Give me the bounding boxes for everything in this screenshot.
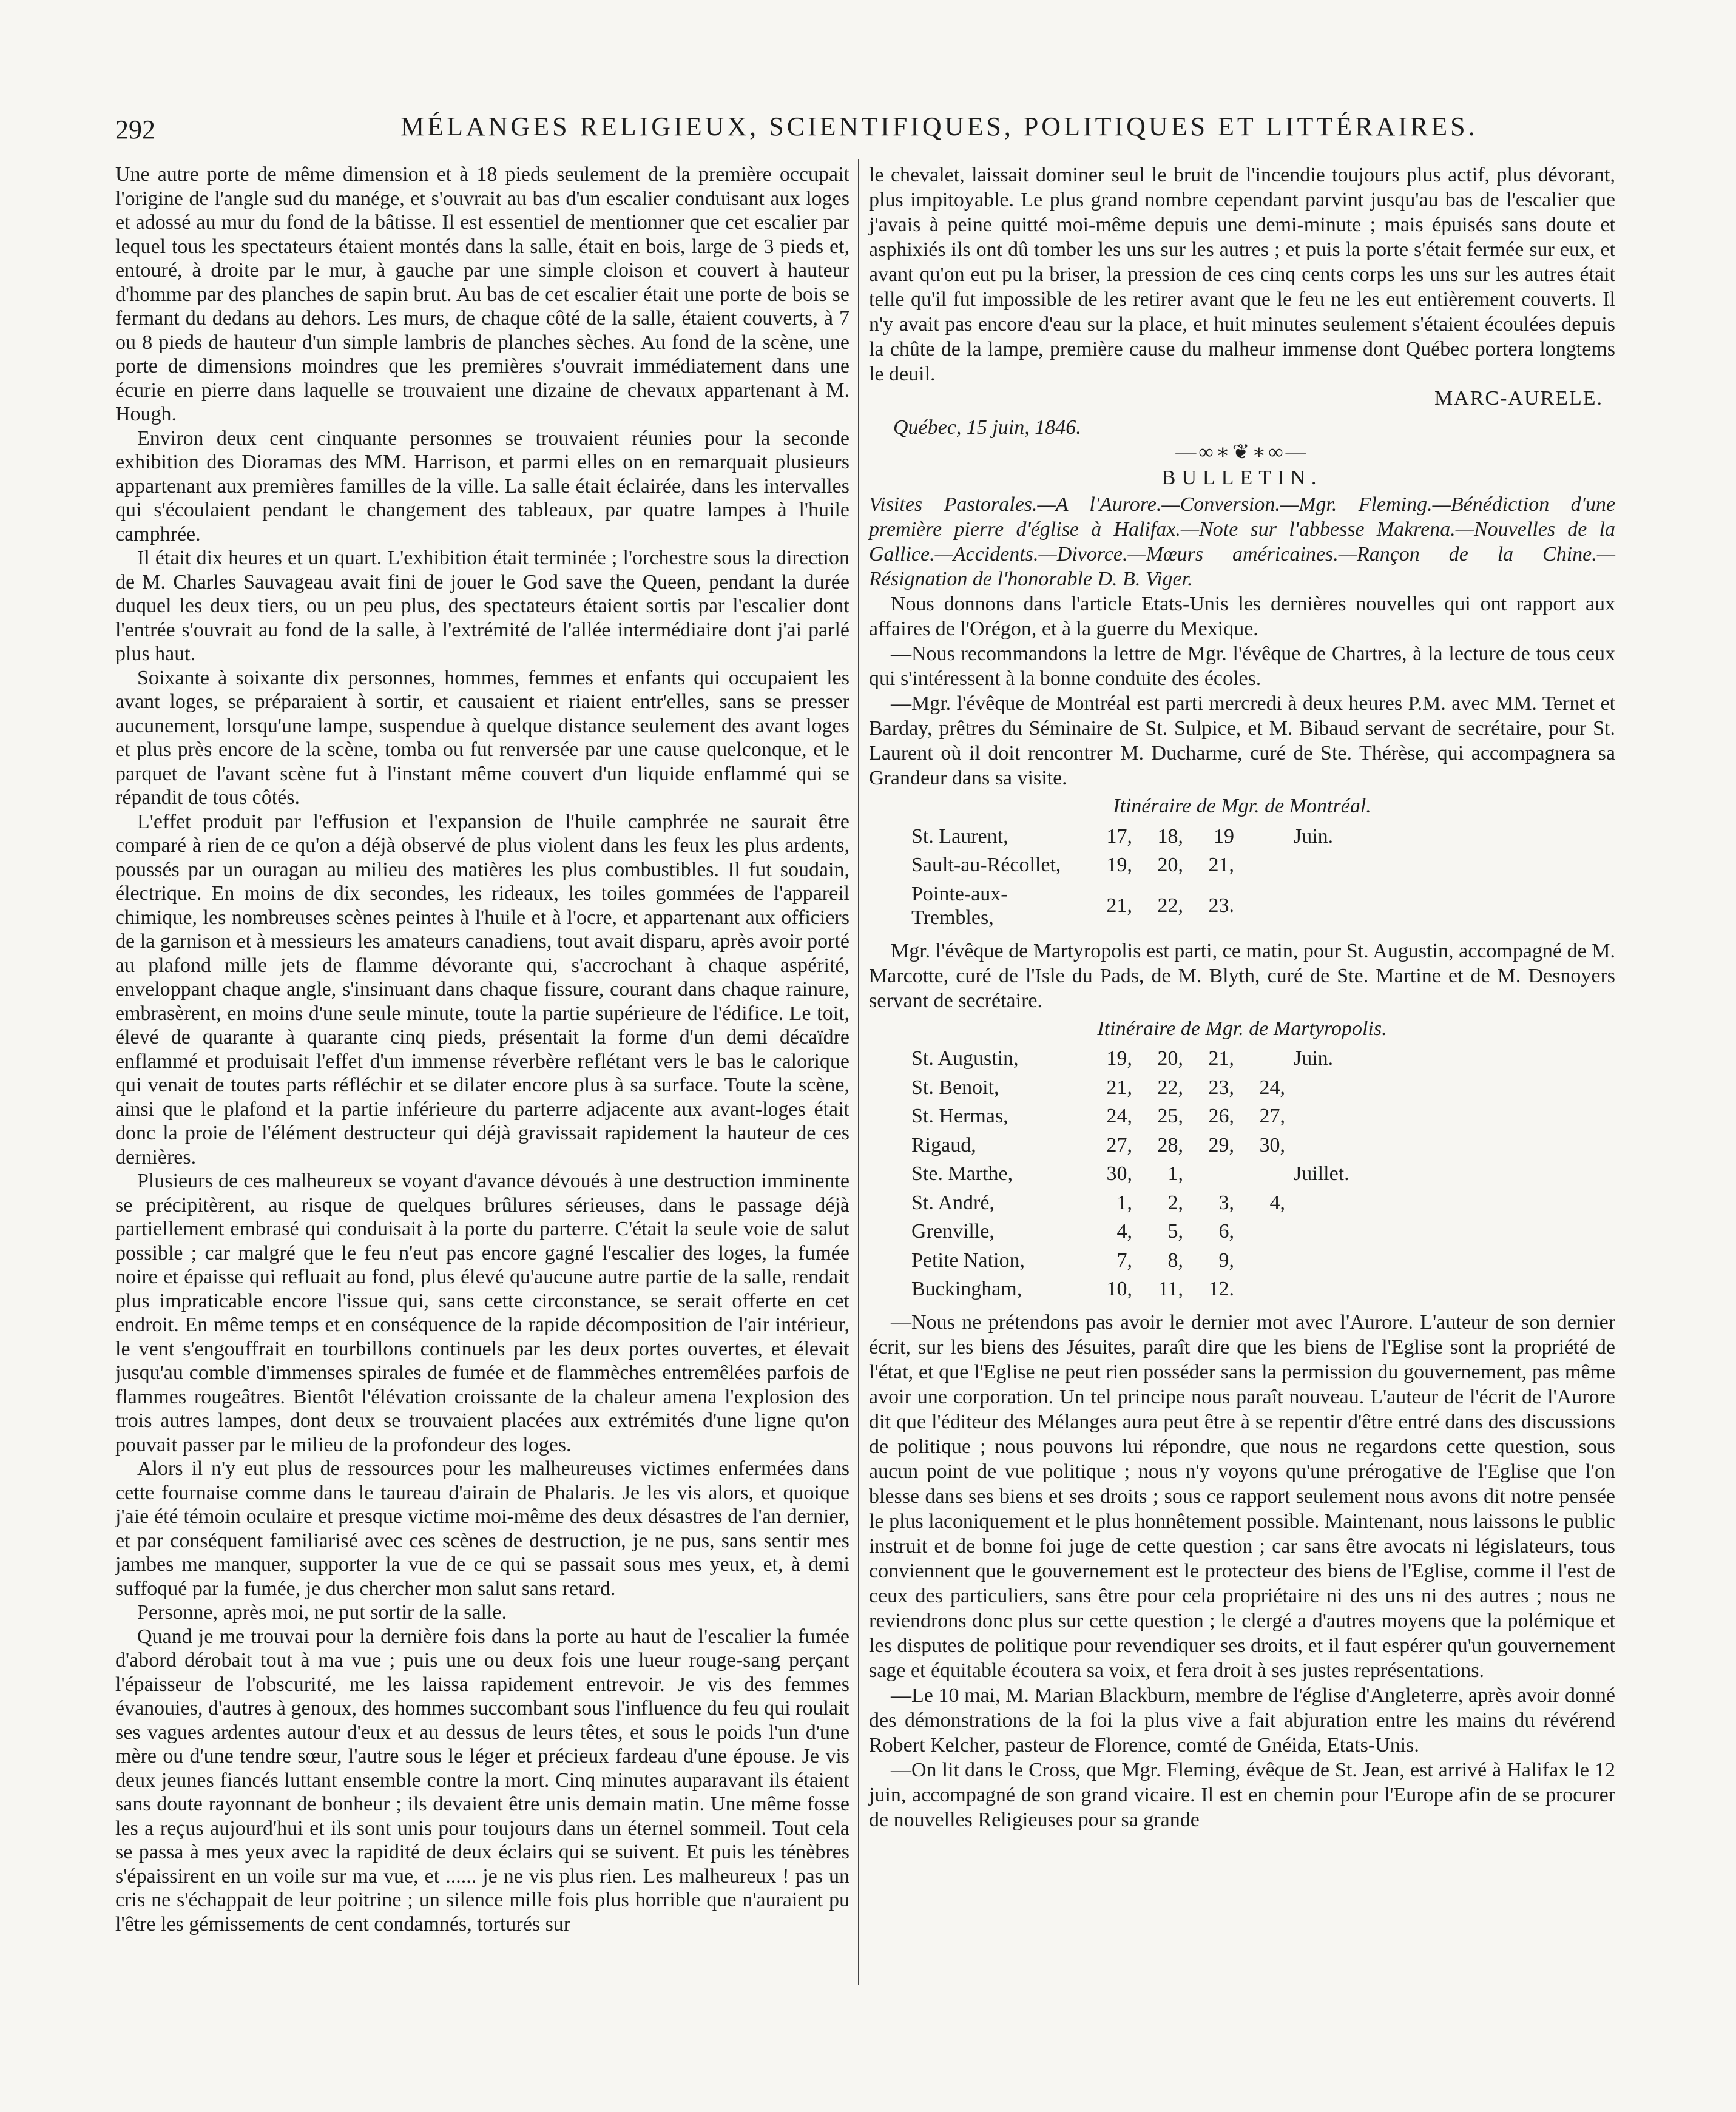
itinerary-row bbox=[911, 822, 1342, 851]
itinerary-day: 2, bbox=[1167, 1191, 1183, 1214]
itinerary-day: 6, bbox=[1218, 1220, 1234, 1243]
paragraph: Mgr. l'évêque de Martyropolis est parti, ce matin, pour St. Augustin, accompagné de M. Marcotte, curé de l'Isle du Pads, de M. Blyth, curé de Ste. Martine et de M. Desnoyers servant de secrétaire. bbox=[869, 939, 1615, 1012]
itinerary-place: St. André, bbox=[911, 1191, 995, 1214]
itinerary-month bbox=[1294, 1073, 1358, 1102]
itinerary-row bbox=[911, 1044, 1358, 1073]
itinerary-day: 29, bbox=[1208, 1133, 1234, 1156]
itinerary-day: 22, bbox=[1157, 894, 1183, 917]
itinerary-day: 27, bbox=[1106, 1133, 1132, 1156]
paragraph: —Nous recommandons la lettre de Mgr. l'évêque de Chartres, à la lecture de tous ceux qui s'intéressent à la bonne conduite des écoles. bbox=[869, 643, 1615, 690]
itinerary-day bbox=[1243, 1246, 1294, 1275]
itinerary-day: 25, bbox=[1157, 1105, 1183, 1127]
itinerary-day: 19, bbox=[1106, 1047, 1132, 1070]
itinerary-day: 30, bbox=[1259, 1133, 1285, 1156]
itinerary-day bbox=[1192, 1159, 1243, 1189]
itinerary-day: 4, bbox=[1269, 1191, 1285, 1214]
itinerary-row bbox=[911, 1102, 1358, 1131]
itinerary-day: 23. bbox=[1208, 894, 1234, 917]
itinerary-day: 20, bbox=[1157, 1047, 1183, 1070]
itinerary-place: St. Augustin, bbox=[911, 1047, 1019, 1070]
itinerary-month bbox=[1294, 1102, 1358, 1131]
paragraph: Alors il n'y eut plus de ressources pour les malheureuses victimes enfermées dans cette fournaise comme dans le taureau d'airain de Phalaris. Je les vis alors, et quoique j'aie été témoin oculaire et presque victime moi-même des deux désastres de l'an dernier, et par conséquent familiarisé avec ces scènes de destruction, je ne pus, sans sentir mes jambes me manquer, supporter la vue de ce qui se passait sous mes yeux, et, à demi suffoqué par la fumée, je dus chercher mon salut sans retard. bbox=[115, 1457, 849, 1600]
itinerary-day: 7, bbox=[1116, 1249, 1132, 1272]
itinerary-day: 1, bbox=[1116, 1191, 1132, 1214]
itinerary-place: St. Laurent, bbox=[911, 825, 1008, 848]
paragraph: Environ deux cent cinquante personnes se trouvaient réunies pour la seconde exhibition des Dioramas des MM. Harrison, et parmi elles on en remarquait plusieurs appartenant aux premières familles de la ville. La salle était éclairée, dans les intervalles qui s'écoulaient pendant le changement des tableaux, par quatre lampes à l'huile camphrée. bbox=[115, 427, 849, 545]
dateline: Québec, 15 juin, 1846. bbox=[893, 416, 1081, 439]
itinerary-day: 21, bbox=[1208, 854, 1234, 876]
itinerary-day bbox=[1243, 851, 1294, 880]
itinerary-row bbox=[911, 1275, 1358, 1304]
itinerary-place: Petite Nation, bbox=[911, 1249, 1025, 1272]
itinerary-month: Juillet. bbox=[1294, 1162, 1349, 1185]
itinerary-month bbox=[1294, 851, 1342, 880]
right-column bbox=[869, 163, 1615, 1832]
itinerary-day: 20, bbox=[1157, 854, 1183, 876]
left-column bbox=[115, 163, 849, 1936]
itinerary-month bbox=[1294, 1275, 1358, 1304]
itinerary-month: Juin. bbox=[1294, 825, 1334, 848]
itinerary-day: 1, bbox=[1167, 1162, 1183, 1185]
paragraph: Nous donnons dans l'article Etats-Unis les dernières nouvelles qui ont rapport aux affaires de l'Orégon, et à la guerre du Mexique. bbox=[869, 593, 1615, 640]
itinerary-day: 11, bbox=[1158, 1278, 1183, 1300]
itinerary-table bbox=[911, 1044, 1358, 1304]
itinerary-row bbox=[911, 1159, 1358, 1189]
itinerary-day: 19 bbox=[1214, 825, 1234, 848]
running-title: MÉLANGES RELIGIEUX, SCIENTIFIQUES, POLITIQUES ET LITTÉRAIRES. bbox=[400, 112, 1478, 141]
itinerary-row bbox=[911, 1217, 1358, 1246]
itinerary-day: 12. bbox=[1208, 1278, 1234, 1300]
itinerary-day bbox=[1243, 822, 1294, 851]
itinerary-place: Pointe-aux-Trembles, bbox=[911, 882, 1008, 929]
itinerary-place: Sault-au-Récollet, bbox=[911, 854, 1061, 876]
itinerary-month bbox=[1294, 1246, 1358, 1275]
itinerary-table bbox=[911, 822, 1342, 933]
itinerary-day: 19, bbox=[1106, 854, 1132, 876]
itinerary-month bbox=[1294, 1217, 1358, 1246]
paragraph: —Le 10 mai, M. Marian Blackburn, membre de l'église d'Angleterre, après avoir donné des démonstrations de la foi la plus vive a fait abjuration entre les mains du révérend Robert Kelcher, pasteur de Florence, comté de Gnéida, Etats-Unis. bbox=[869, 1684, 1615, 1756]
itinerary-row bbox=[911, 880, 1342, 933]
paragraph: —Mgr. l'évêque de Montréal est parti mercredi à deux heures P.M. avec MM. Ternet et Barday, prêtres du Séminaire de St. Sulpice, et M. Bibaud servant de secrétaire, pour St. Laurent où il doit rencontrer M. Ducharme, curé de Ste. Thérèse, qui accompagnera sa Grandeur dans sa visite. bbox=[869, 692, 1615, 789]
itinerary-day: 22, bbox=[1157, 1076, 1183, 1099]
itinerary-day: 21, bbox=[1106, 1076, 1132, 1099]
itinerary-day: 24, bbox=[1106, 1105, 1132, 1127]
itinerary-place: St. Hermas, bbox=[911, 1105, 1008, 1127]
paragraph: L'effet produit par l'effusion et l'expansion de l'huile camphrée ne saurait être comparé à rien de ce qu'on a déjà observé de plus violent dans les feux les plus ardents, poussés par un ouragan au milieu des matières les plus combustibles. Il fut soudain, électrique. En moins de dix secondes, les rideaux, les toiles gommées de l'appareil chimique, les nombreuses scènes peintes à l'huile et à l'ocre, et appartenant aux officiers de la garnison et à messieurs les amateurs canadiens, tout avait disparu, après avoir porté au plafond mille jets de flamme dévorante qui, s'accrochant à chaque aspérité, enveloppant chaque angle, s'insinuant dans chaque fissure, courant dans chaque rainure, embrasèrent, en moins d'une seule minute, toute la partie supérieure de l'édifice. Le toit, élevé de quarante à quarante cinq pieds, présentait la forme d'un demi décaïdre enflammé et produisait l'effet d'un immense réverbère reflétant vers le bas le calorique qui venait de toutes parts réfléchir et se dilater encore plus à sa surface. Toute la scène, ainsi que le plafond et la partie inférieure du parterre adjacente aux avant-loges était donc la proie de l'élément destructeur qui déjà gravissait rapidement la hauteur de ces dernières. bbox=[115, 810, 849, 1169]
itinerary-day: 17, bbox=[1106, 825, 1132, 848]
paragraph: —On lit dans le Cross, que Mgr. Fleming, évêque de St. Jean, est arrivé à Halifax le 12 juin, accompagné de son grand vicaire. Il est en chemin pour l'Europe afin de se procurer de nouvelles Religieuses pour sa grande bbox=[869, 1758, 1615, 1831]
itinerary-place: Ste. Marthe, bbox=[911, 1162, 1013, 1185]
itinerary-row bbox=[911, 1246, 1358, 1275]
itinerary-day: 28, bbox=[1157, 1133, 1183, 1156]
itinerary-day: 18, bbox=[1157, 825, 1183, 848]
itinerary-day bbox=[1243, 1044, 1294, 1073]
itinerary-row bbox=[911, 851, 1342, 880]
itinerary-day: 5, bbox=[1167, 1220, 1183, 1243]
paragraph: Il était dix heures et un quart. L'exhibition était terminée ; l'orchestre sous la direction de M. Charles Sauvageau avait fini de jouer le God save the Queen, pendant la durée duquel les deux tiers, ou un peu plus, des spectateurs étaient sortis par l'escalier dont l'entrée s'ouvrait au fond de la salle, à l'extrémité de l'allée intermédiaire dont j'ai parlé plus haut. bbox=[115, 547, 849, 665]
itinerary-day bbox=[1243, 880, 1294, 933]
itinerary-place: Rigaud, bbox=[911, 1133, 976, 1156]
bulletin-summary: Visites Pastorales.—A l'Aurore.—Conversion.—Mgr. Fleming.—Bénédiction d'une première pierre d'église à Halifax.—Note sur l'abbesse Makrena.—Nouvelles de la Gallice.—Accidents.—Divorce.—Mœurs américaines.—Rançon de la Chine.—Résignation de l'honorable D. B. Viger. bbox=[869, 493, 1615, 590]
itinerary-month bbox=[1294, 1189, 1358, 1218]
itinerary-month bbox=[1294, 880, 1342, 933]
itinerary-day: 21, bbox=[1106, 894, 1132, 917]
itinerary-day bbox=[1243, 1275, 1294, 1304]
ornament-divider: —∞∗❦∗∞— bbox=[1175, 441, 1309, 464]
paragraph: Plusieurs de ces malheureux se voyant d'avance dévoués à une destruction imminente se précipitèrent, au risque de quelques brûlures sérieuses, dans le passage déjà partiellement embrasé qui conduisait à la porte du parterre. C'était la seule voie de salut possible ; car malgré que le feu n'eut pas encore gagné l'escalier des loges, la fumée noire et épaisse qui refluait au fond, plus élevé qu'aucune autre partie de la salle, rendait plus impraticable encore l'issue qui, sans cette circonstance, se serait offerte en cet endroit. En même temps et en conséquence de la rapide décomposition de l'air intérieur, le vent s'engouffrait en tourbillons continuels par les deux portes ouvertes, et élevait jusqu'au comble d'immenses spirales de fumée et de flammèches entremêlées parfois de flammes rougeâtres. Bientôt l'élévation croissante de la chaleur amena l'explosion des trois autres lampes, dont deux se trouvaient placées aux extrémités d'une ligne qu'on pouvait passer par le milieu de la profondeur des loges. bbox=[115, 1170, 849, 1456]
paragraph: Personne, après moi, ne put sortir de la salle. bbox=[137, 1601, 507, 1624]
itinerary-day: 23, bbox=[1208, 1076, 1234, 1099]
paragraph: le chevalet, laissait dominer seul le bruit de l'incendie toujours plus actif, plus dévorant, plus impitoyable. Le plus grand nombre cependant parvint jusqu'au bas de l'escalier que j'avais à peine quitté moi-même depuis une demi-minute ; mais épuisés sans doute et asphixiés ils ont dû tomber les uns sur les autres ; et puis la porte s'était fermée sur eux, et avant qu'on eut pu la briser, la pression de ces cinq cents corps les uns sur les autres était telle qu'il fut impossible de les retirer avant que le feu ne les eut entièrement couverts. Il n'y avait pas encore d'eau sur la place, et huit minutes seulement s'étaient écoulées depuis la chûte de la lampe, première cause du malheur immense dont Québec portera longtems le deuil. bbox=[869, 164, 1615, 385]
itinerary-day: 4, bbox=[1116, 1220, 1132, 1243]
itinerary-title: Itinéraire de Mgr. de Martyropolis. bbox=[1097, 1017, 1387, 1040]
itinerary-day: 21, bbox=[1208, 1047, 1234, 1070]
itinerary-day bbox=[1243, 1217, 1294, 1246]
itinerary-row bbox=[911, 1073, 1358, 1102]
itinerary-row bbox=[911, 1189, 1358, 1218]
itinerary-month bbox=[1294, 1131, 1358, 1160]
itinerary-place: Buckingham, bbox=[911, 1278, 1022, 1300]
itinerary-title: Itinéraire de Mgr. de Montréal. bbox=[1113, 795, 1371, 817]
paragraph: Quand je me trouvai pour la dernière fois dans la porte au haut de l'escalier la fumée d'abord dérobait tout à ma vue ; puis une ou deux fois une lueur rouge-sang perçant l'épaisseur de l'obscurité, me les laissa rapidement entrevoir. Je vis des femmes évanouies, d'autres à genoux, des hommes succombant sous l'influence du feu qui roulait ses vagues ardentes autour d'eux et au dessus de leurs têtes, et sous le poids l'un d'une mère ou d'une tendre sœur, l'autre sous le léger et précieux fardeau d'une épouse. Je vis deux jeunes fiancés luttant ensemble contre la mort. Cinq minutes auparavant ils étaient sans doute rayonnant de bonheur ; ils devaient être unis demain matin. Une même fosse les a reçus aujourd'hui et ils sont unis pour toujours dans un éternel sommeil. Tout cela se passa à mes yeux avec la rapidité de deux éclairs qui se suivent. Et puis les ténèbres s'épaissirent en un voile sur ma vue, et ...... je ne vis plus rien. Les malheureux ! pas un cris ne s'échappait de leur poitrine ; un silence mille fois plus horrible que n'auraient pu l'être les gémissements de cent condamnés, torturés sur bbox=[115, 1625, 849, 1935]
column-divider bbox=[858, 159, 859, 1985]
itinerary-row bbox=[911, 1131, 1358, 1160]
paragraph: —Nous ne prétendons pas avoir le dernier mot avec l'Aurore. L'auteur de son dernier écrit, sur les biens des Jésuites, paraît dire que les biens de l'Eglise sont la propriété de l'état, et que l'Eglise ne peut rien posséder sans la permission du gouvernement, pas même avoir une corporation. Un tel principe nous paraît nouveau. L'auteur de l'écrit de l'Aurore dit que l'éditeur des Mélanges aura peut être à se repentir d'être entré dans des discussions de politique ; nous pouvons lui répondre, que nous ne regardons cette question, sous aucun point de vue politique ; nous n'y voyons qu'une prérogative de l'Eglise que l'on blesse dans ses biens et ses droits ; sous ce rapport seulement nous avons dit notre pensée le plus laconiquement et le plus honnêtement possible. Maintenant, nous laissons le public instruit et de bonne foi juge de cette question ; car sans être avocats ni législateurs, tous conviennent que le gouvernement est le protecteur des biens de l'Eglise, comme il l'est de ceux des particuliers, sans être pour cela propriétaire ni des uns ni des autres ; nous ne reviendrons donc plus sur cette question ; le clergé a d'autres moyens que la polémique et les disputes de politique pour revendiquer ses droits, et il faut espérer qu'un gouvernement sage et équitable écoutera sa voix, et fera droit à ses justes représentations. bbox=[869, 1311, 1615, 1682]
paragraph: Une autre porte de même dimension et à 18 pieds seulement de la première occupait l'origine de l'angle sud du manége, et s'ouvrait au bas d'un escalier conduisant aux loges et adossé au mur du fond de la bâtisse. Il est essentiel de mentionner que cet escalier par lequel tous les spectateurs étaient montés dans la salle, était en bois, large de 3 pieds et, entouré, à droite par le mur, à gauche par une simple cloison et couvert à hauteur d'homme par des planches de sapin brut. Au bas de cet escalier était une porte de bois se fermant du dedans au dehors. Les murs, de chaque côté de la salle, étaient couverts, à 7 ou 8 pieds de hauteur d'un simple lambris de planches sèches. Au fond de la scène, une porte de dimensions moindres que les premières s'ouvrait immédiatement dans une écurie en pierre dans laquelle se trouvaient une dizaine de chevaux appartenant à M. Hough. bbox=[115, 163, 849, 425]
page-number: 292 bbox=[115, 115, 155, 144]
itinerary-day: 10, bbox=[1106, 1278, 1132, 1300]
itinerary-day: 8, bbox=[1167, 1249, 1183, 1272]
itinerary-day: 3, bbox=[1218, 1191, 1234, 1214]
itinerary-day: 24, bbox=[1259, 1076, 1285, 1099]
itinerary-place: Grenville, bbox=[911, 1220, 995, 1243]
itinerary-month: Juin. bbox=[1294, 1047, 1334, 1070]
itinerary-day bbox=[1243, 1159, 1294, 1189]
bulletin-heading: BULLETIN. bbox=[1161, 466, 1323, 489]
itinerary-day: 26, bbox=[1208, 1105, 1234, 1127]
itinerary-day: 30, bbox=[1106, 1162, 1132, 1185]
itinerary-place: St. Benoit, bbox=[911, 1076, 999, 1099]
itinerary-day: 9, bbox=[1218, 1249, 1234, 1272]
paragraph: Soixante à soixante dix personnes, hommes, femmes et enfants qui occupaient les avant loges, se préparaient à sortir, et causaient et riaient entr'elles, sans se presser aucunement, lorsqu'une lampe, suspendue à quelque distance seulement des avant loges et plus près encore de la scène, tomba ou fut renversée par une cause quelconque, et le parquet de l'avant scène fut à l'instant même couvert d'un liquide enflammé qui se répandit de tous côtés. bbox=[115, 666, 849, 809]
signature: MARC-AURELE. bbox=[1434, 387, 1603, 410]
itinerary-day: 27, bbox=[1259, 1105, 1285, 1127]
